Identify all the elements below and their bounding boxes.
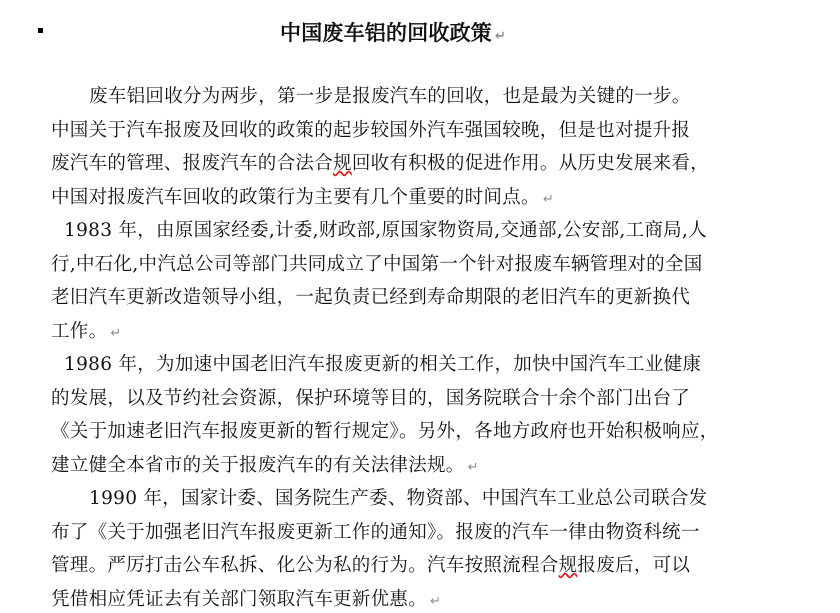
paragraph-4-line-1: 1990 年，国家计委、国务院生产委、物资部、中国汽车工业总公司联合发 bbox=[89, 488, 708, 509]
paragraph-2-line-2: 行,中石化,中汽总公司等部门共同成立了中国第一个针对报废车辆管理对的全国 bbox=[51, 254, 703, 275]
return-mark-icon: ↵ bbox=[467, 460, 479, 475]
document-title bbox=[280, 17, 506, 47]
paragraph-1-line-4-text: 中国对报废汽车回收的政策行为主要有几个重要的时间点。 bbox=[51, 187, 540, 208]
paragraph-bullet-icon bbox=[38, 28, 43, 33]
paragraph-2-line-4 bbox=[51, 321, 122, 345]
paragraph-3-line-4 bbox=[51, 455, 479, 479]
return-mark-icon: ↵ bbox=[110, 326, 122, 341]
paragraph-2-line-4-text: 工作。 bbox=[51, 321, 108, 342]
paragraph-1-line-1: 废车铝回收分为两步，第一步是报废汽车的回收，也是最为关键的一步。 bbox=[89, 86, 691, 107]
paragraph-3-line-4-text: 建立健全本省市的关于报废汽车的有关法律法规。 bbox=[51, 455, 465, 476]
paragraph-3-line-3: 《关于加速老旧汽车报废更新的暂行规定》。另外，各地方政府也开始积极响应， bbox=[51, 421, 719, 442]
document-title-text: 中国废车铝的回收政策 bbox=[280, 21, 492, 45]
return-mark-icon: ↵ bbox=[430, 594, 442, 609]
paragraph-4-line-2: 布了《关于加强老旧汽车报废更新工作的通知》。报废的汽车一律由物资科统一 bbox=[51, 522, 700, 543]
paragraph-2-line-1: 1983 年，由原国家经委,计委,财政部,原国家物资局,交通部,公安部,工商局,人 bbox=[64, 220, 707, 241]
paragraph-3-line-2: 的发展，以及节约社会资源，保护环境等目的，国务院联合十余个部门出台了 bbox=[51, 388, 691, 409]
paragraph-1-line-4 bbox=[51, 187, 554, 211]
paragraph-1-line-3: 废汽车的管理、报废汽车的合法合规回收有积极的促进作用。从历史发展来看， bbox=[51, 153, 710, 174]
paragraph-1-line-2: 中国关于汽车报废及回收的政策的起步较国外汽车强国较晚，但是也对提升报 bbox=[51, 120, 691, 141]
return-mark-icon: ↵ bbox=[495, 29, 507, 44]
paragraph-4-line-4 bbox=[51, 589, 441, 613]
paragraph-2-line-3: 老旧汽车更新改造领导小组，一起负责已经到寿命期限的老旧汽车的更新换代 bbox=[51, 287, 691, 308]
paragraph-4-line-4-text: 凭借相应凭证去有关部门领取汽车更新优惠。 bbox=[51, 589, 428, 610]
return-mark-icon: ↵ bbox=[542, 192, 555, 207]
paragraph-3-line-1: 1986 年，为加速中国老旧汽车报废更新的相关工作，加快中国汽车工业健康 bbox=[64, 354, 702, 375]
paragraph-4-line-3: 管理。严厉打击公车私拆、化公为私的行为。汽车按照流程合规报废后，可以 bbox=[51, 555, 691, 576]
